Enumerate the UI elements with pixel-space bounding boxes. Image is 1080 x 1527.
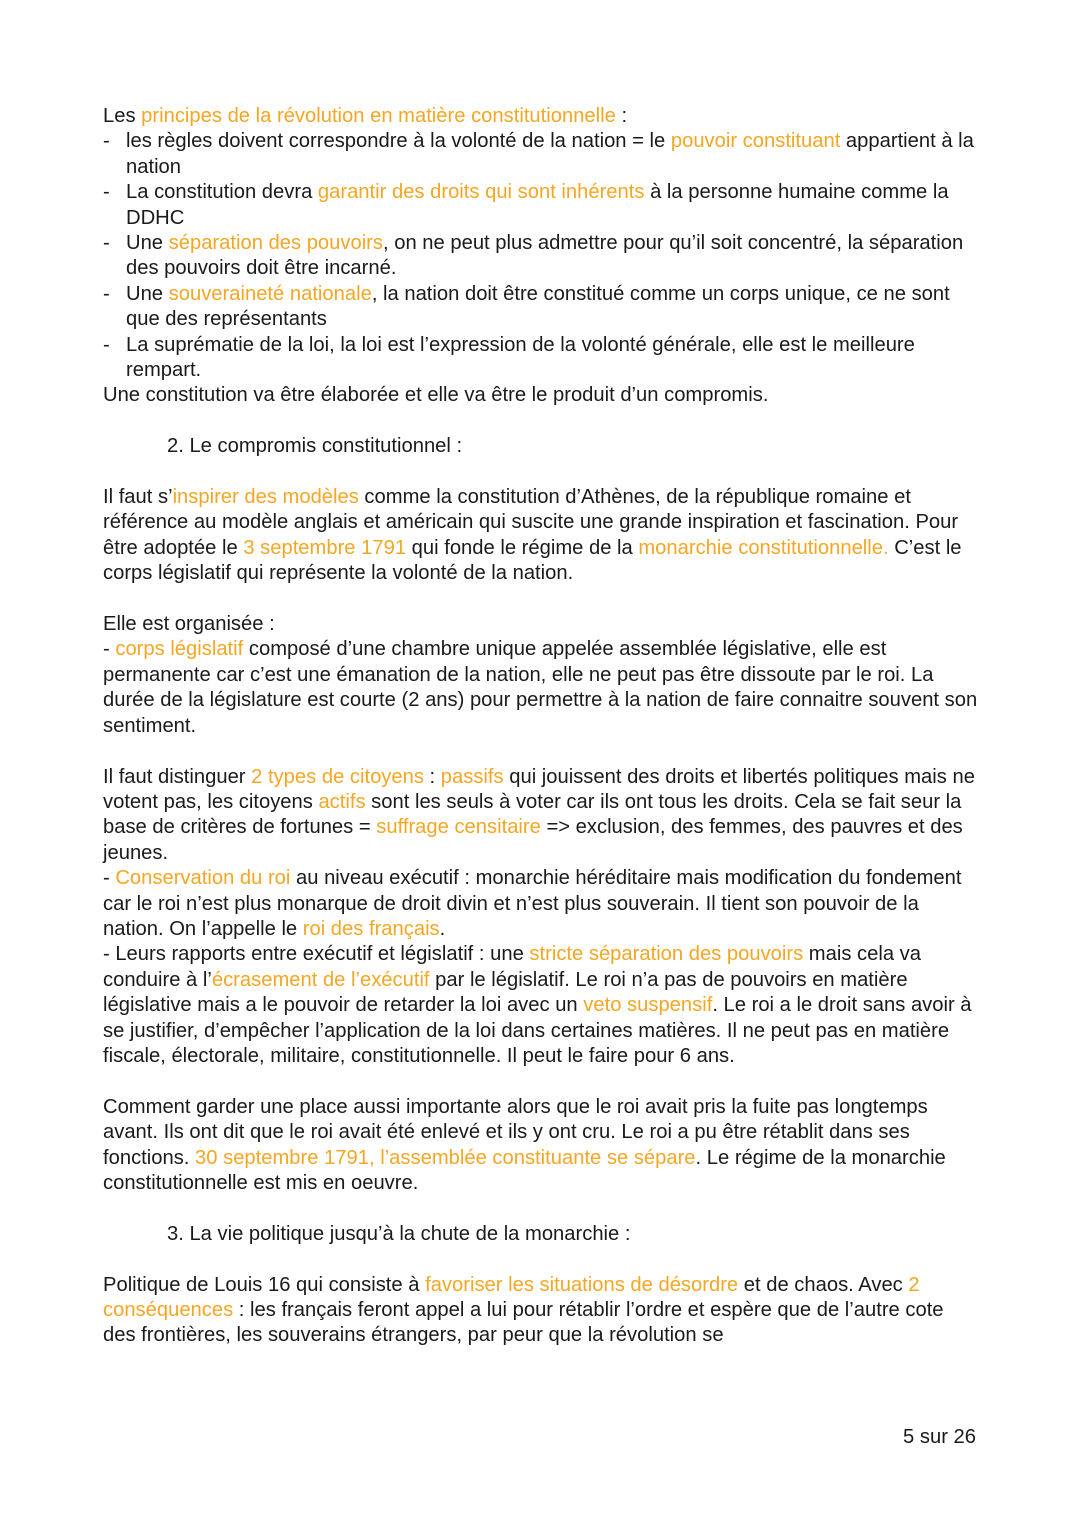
highlight: principes de la révolution en matière constitutionnelle: [141, 105, 616, 127]
highlight: séparation des pouvoirs: [168, 232, 384, 255]
highlight: corps législatif: [115, 638, 244, 661]
highlight: inspirer des modèles: [172, 486, 359, 509]
paragraph-organisation-title: Elle est organisée :: [103, 613, 275, 636]
highlight: 3 septembre 1791: [243, 536, 407, 559]
highlight: 30 septembre 1791, l’assemblée constituante se sépare: [195, 1146, 696, 1169]
highlight: 2 conséquences: [103, 1273, 920, 1321]
conclusion-line: Une constitution va être élaborée et elle va être le produit d’un compromis.: [103, 384, 769, 407]
section-heading-3: 3. La vie politique jusqu’à la chute de la monarchie :: [167, 1222, 631, 1245]
page-number: 5 sur 26: [903, 1426, 976, 1448]
intro-line: [103, 104, 978, 129]
paragraph-legislative: - corps législatif composé d’une chambre unique appelée assemblée législative, elle est permanente car c’est une émanation de la nation, elle ne peut pas être dissoute par le roi. La durée de la législature est courte (2 ans) pour permettre à la nation de faire connaitre souvent son sentiment.: [103, 638, 978, 737]
list-item: - Une séparation des pouvoirs, on ne peut plus admettre pour qu’il soit concentré, la séparation des pouvoirs doit être incarné.: [103, 231, 978, 282]
list-item: - Une souveraineté nationale, la nation doit être constitué comme un corps unique, ce ne sont que des représentants: [103, 282, 978, 333]
highlight: pouvoir constituant: [670, 130, 841, 153]
paragraph-models: Il faut s’inspirer des modèles comme la constitution d’Athènes, de la république romaine et référence au modèle anglais et américain qui suscite une grande inspiration et fascination. Pour être adoptée le 3 septembre 1791 qui fonde le régime de la monarchie constitutionnelle. C’est le corps législatif qui représente la volonté de la nation.: [103, 486, 962, 585]
section-heading-2: 2. Le compromis constitutionnel :: [167, 435, 463, 458]
paragraph-louis: Politique de Louis 16 qui consiste à favoriser les situations de désordre et de chaos. Avec 2 conséquences : les français feront appel a lui pour rétablir l’ordre et espère que de l’autre cote des frontières, les souverains étrangers, par peur que la révolution se: [103, 1273, 944, 1347]
highlight: favoriser les situations de désordre: [425, 1273, 739, 1296]
highlight: monarchie constitutionnelle.: [638, 536, 889, 559]
document-page: [103, 104, 978, 1349]
paragraph-citizens: Il faut distinguer 2 types de citoyens : passifs qui jouissent des droits et libertés politiques mais ne votent pas, les citoyens actifs sont les seuls à voter car ils ont tous les droits. Cela se fait seur la base de critères de fortunes = suffrage censitaire => exclusion, des femmes, des pauvres et des jeunes.: [103, 765, 975, 864]
paragraph-flight: Comment garder une place aussi importante alors que le roi avait pris la fuite pas longtemps avant. Ils ont dit que le roi avait été enlevé et ils y ont cru. Le roi a pu être rétablit dans ses fonctions. 30 septembre 1791, l’assemblée constituante se sépare. Le régime de la monarchie constitutionnelle est mis en oeuvre.: [103, 1095, 946, 1194]
list-item: - La constitution devra garantir des droits qui sont inhérents à la personne humaine comme la DDHC: [103, 180, 978, 231]
highlight: garantir des droits qui sont inhérents: [317, 181, 645, 204]
paragraph-relations: - Leurs rapports entre exécutif et législatif : une stricte séparation des pouvoirs mais cela va conduire à l’écrasement de l’exécutif par le législatif. Le roi n’a pas de pouvoirs en matière législative mais a le pouvoir de retarder la loi avec un veto suspensif. Le roi a le droit sans avoir à se justifier, d’empêcher l’application de la loi dans certaines matières. Il ne peut pas en matière fiscale, électorale, militaire, constitutionnelle. Il peut le faire pour 6 ans.: [103, 943, 972, 1067]
highlight: actifs: [318, 790, 366, 813]
highlight: Conservation du roi: [115, 867, 291, 890]
highlight: roi des français: [302, 917, 440, 940]
paragraph-king: - Conservation du roi au niveau exécutif : monarchie héréditaire mais modification du fondement car le roi n’est plus monarque de droit divin et n’est plus souverain. Il tient son pouvoir de la nation. On l’appelle le roi des français.: [103, 867, 962, 940]
text: Les: [103, 105, 142, 127]
highlight: écrasement de l’exécutif: [211, 968, 430, 991]
list-item: - les règles doivent correspondre à la volonté de la nation = le pouvoir constituant appartient à la nation: [103, 129, 978, 180]
list-item: - La suprématie de la loi, la loi est l’expression de la volonté générale, elle est le meilleure rempart.: [103, 333, 978, 384]
highlight: veto suspensif: [583, 994, 713, 1017]
highlight: souveraineté nationale: [168, 282, 372, 305]
highlight: 2 types de citoyens: [251, 765, 424, 788]
text: :: [615, 105, 628, 127]
highlight: passifs: [440, 765, 504, 788]
highlight: suffrage censitaire: [376, 816, 541, 839]
highlight: stricte séparation des pouvoirs: [529, 943, 804, 966]
principles-list: [103, 129, 978, 383]
